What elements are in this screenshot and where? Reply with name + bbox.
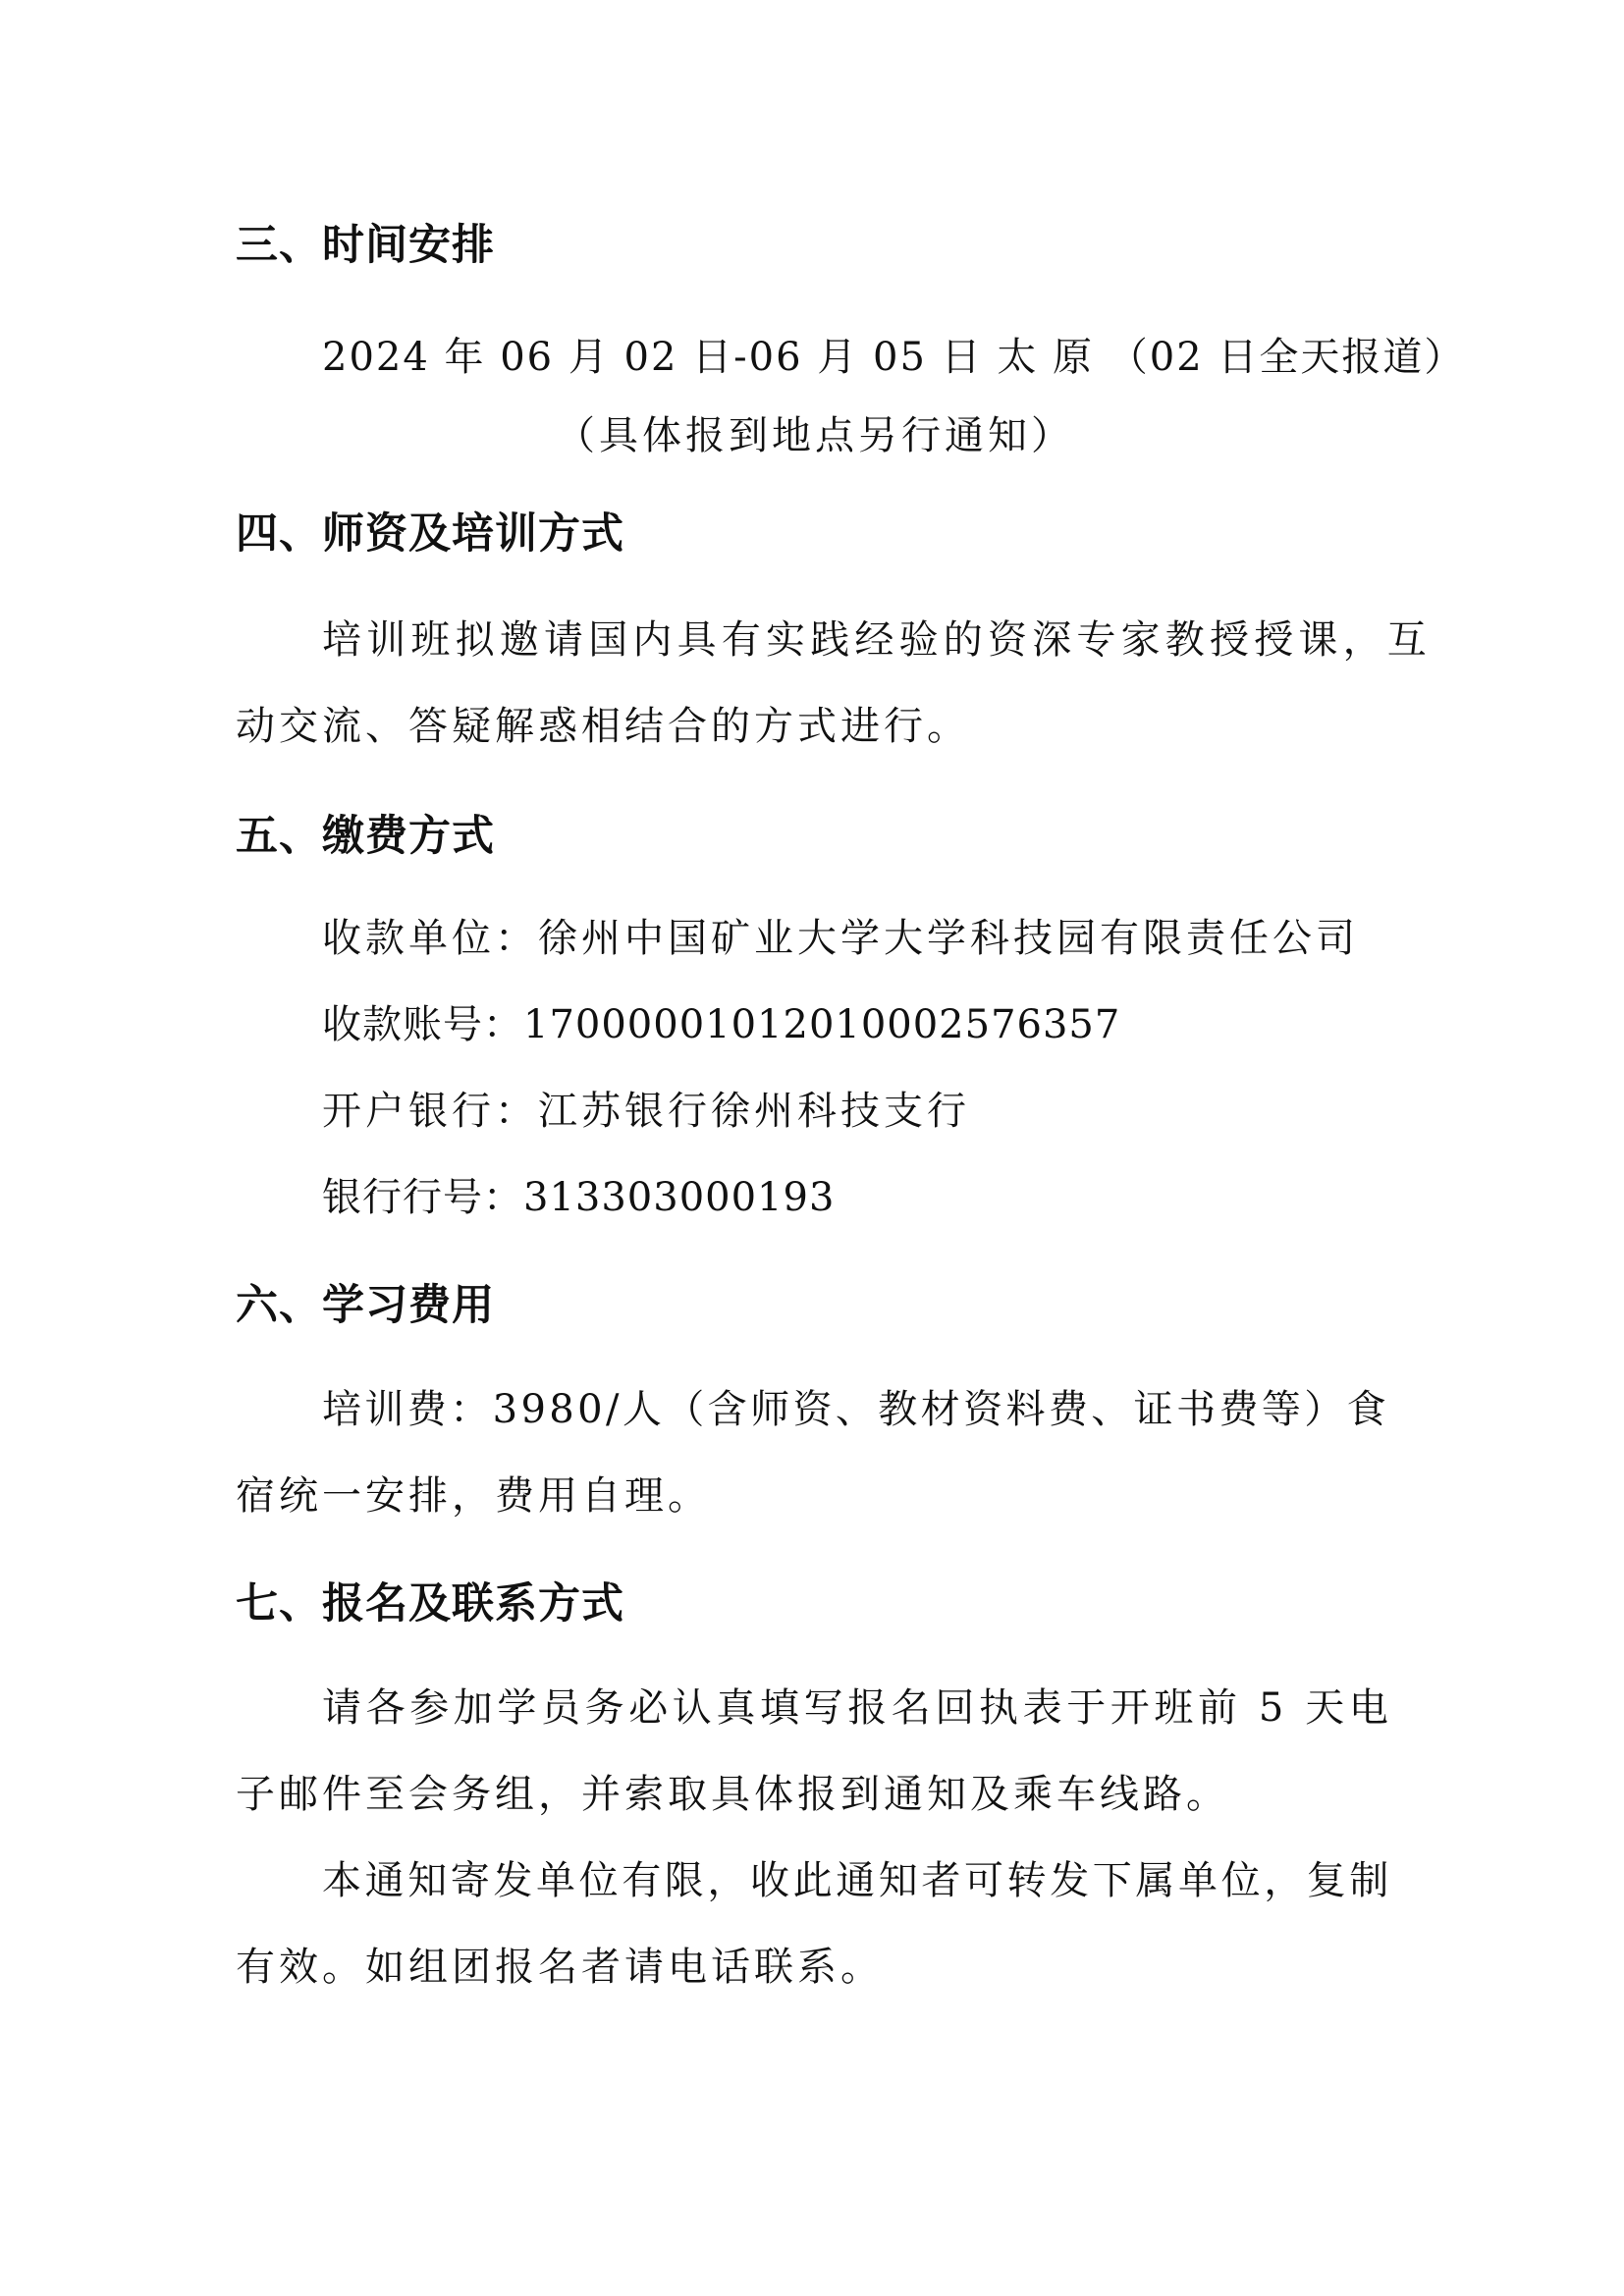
- registration-paragraph-1-line-1: 请各参加学员务必认真填写报名回执表于开班前 5 天电: [322, 1685, 1393, 1731]
- faculty-paragraph-line-1: 培训班拟邀请国内具有实践经验的资深专家教授授课，互: [322, 617, 1432, 663]
- faculty-paragraph-line-2: 动交流、答疑解惑相结合的方式进行。: [236, 704, 970, 749]
- section-heading-payment: 五、缴费方式: [236, 812, 495, 861]
- registration-paragraph-2-line-2: 有效。如组团报名者请电话联系。: [236, 1945, 884, 1990]
- schedule-dates: 2024 年 06 月 02 日-06 月 05 日 太 原 （02 日全天报道）: [322, 335, 1466, 380]
- fees-paragraph-line-1: 培训费：3980/人（含师资、教材资料费、证书费等）食: [322, 1387, 1390, 1432]
- section-heading-schedule: 三、时间安排: [236, 221, 495, 270]
- schedule-location-note: （具体报到地点另行通知）: [556, 413, 1074, 458]
- fees-paragraph-line-2: 宿统一安排，费用自理。: [236, 1473, 711, 1519]
- section-heading-fees: 六、学习费用: [236, 1281, 495, 1330]
- payment-bank-code: 银行行号：313303000193: [322, 1175, 836, 1220]
- registration-paragraph-1-line-2: 子邮件至会务组，并索取具体报到通知及乘车线路。: [236, 1772, 1229, 1817]
- payment-account: 收款账号：17000001012010002576357: [322, 1002, 1121, 1047]
- registration-paragraph-2-line-1: 本通知寄发单位有限，收此通知者可转发下属单位，复制: [322, 1858, 1392, 1903]
- payment-payee: 收款单位：徐州中国矿业大学大学科技园有限责任公司: [322, 916, 1359, 961]
- payment-bank: 开户银行：江苏银行徐州科技支行: [322, 1089, 970, 1134]
- section-heading-faculty: 四、师资及培训方式: [236, 509, 624, 559]
- section-heading-registration: 七、报名及联系方式: [236, 1579, 624, 1629]
